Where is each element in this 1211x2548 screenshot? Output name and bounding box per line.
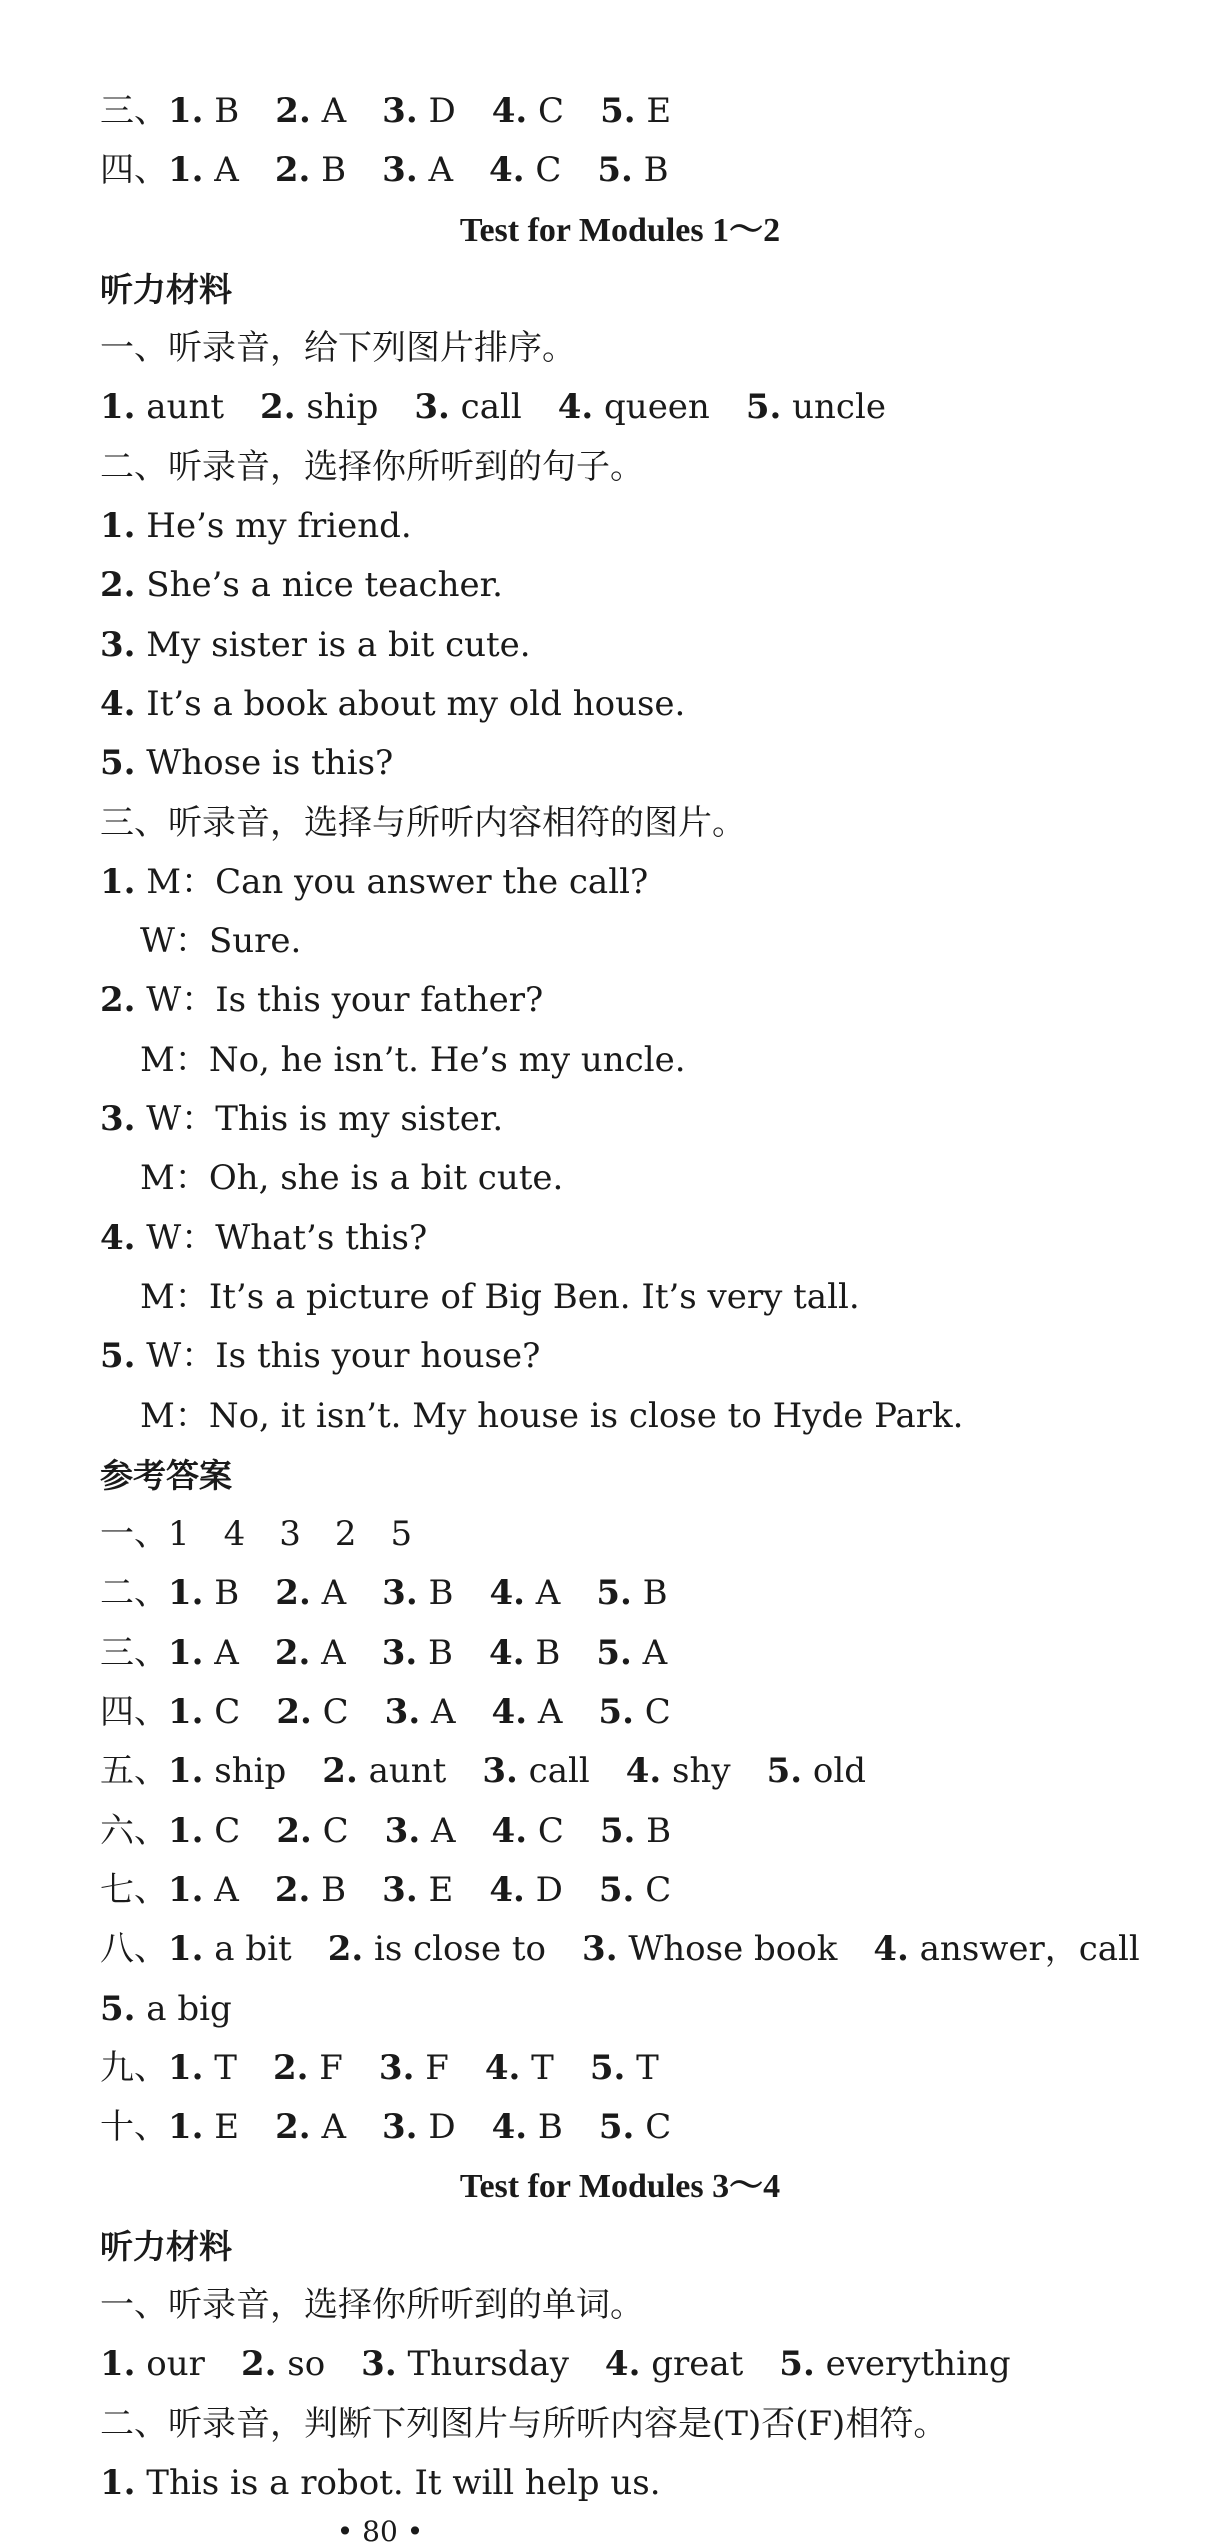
answer-item bbox=[873, 1920, 1139, 1979]
item-number: 1. bbox=[100, 2344, 136, 2385]
answer-value: E bbox=[203, 2107, 240, 2148]
answer-item bbox=[489, 1861, 563, 1920]
answer-value: A bbox=[524, 1573, 561, 1614]
answer-value: B bbox=[635, 1810, 672, 1851]
item-number: 3. bbox=[100, 624, 136, 665]
answer-item bbox=[275, 141, 346, 200]
item-number: 3. bbox=[381, 1632, 418, 1673]
answer-row bbox=[100, 1802, 1140, 1861]
item-number: 5. bbox=[598, 2107, 635, 2148]
answer-value: C bbox=[311, 1810, 349, 1851]
answer-item bbox=[485, 2039, 554, 2098]
answer-item bbox=[598, 1683, 670, 1742]
answer-item bbox=[100, 2335, 205, 2394]
item-number: 4. bbox=[625, 1751, 662, 1792]
answer-value: A bbox=[203, 1632, 239, 1673]
dialogue-line: M：Oh, she is a bit cute. bbox=[140, 1158, 564, 1199]
question-label: 三、 bbox=[100, 1632, 168, 1673]
item-number: 4. bbox=[489, 1869, 525, 1910]
answer-item bbox=[489, 1624, 560, 1683]
answer-item bbox=[276, 1802, 348, 1861]
item-number: 2. bbox=[260, 387, 296, 428]
question-label: 六、 bbox=[100, 1810, 168, 1851]
answer-item bbox=[100, 378, 224, 437]
answer-value: T bbox=[625, 2047, 659, 2088]
item-number: 3. bbox=[382, 91, 418, 131]
answer-value: call bbox=[517, 1751, 590, 1792]
answer-value: F bbox=[414, 2047, 449, 2088]
item-number: 3. bbox=[384, 1810, 421, 1851]
answer-item bbox=[273, 2039, 343, 2098]
test-heading: Test for Modules 1～2 bbox=[459, 211, 781, 249]
item-number: 1. bbox=[168, 1929, 204, 1970]
answer-item bbox=[596, 1564, 667, 1623]
question-label: 五、 bbox=[100, 1751, 168, 1792]
answer-value: E bbox=[635, 91, 672, 131]
answer-value: uncle bbox=[781, 387, 886, 428]
dialogue-line: M：No, he isn’t. He’s my uncle. bbox=[140, 1039, 686, 1080]
answer-value: C bbox=[527, 91, 565, 131]
dialogue-line: M：No, it isn’t. My house is close to Hyde Park. bbox=[140, 1395, 964, 1436]
item-number: 1. bbox=[168, 2047, 204, 2088]
answer-value: A bbox=[203, 150, 239, 191]
item-text: It’s a book about my old house. bbox=[135, 683, 686, 724]
item-number: 2. bbox=[275, 1573, 311, 1614]
answer-value: B bbox=[524, 1632, 561, 1673]
section-title: 参考答案 bbox=[100, 1455, 232, 1495]
item-number: 2. bbox=[273, 2047, 309, 2088]
answer-value: T bbox=[203, 2047, 237, 2088]
answer-item bbox=[260, 378, 378, 437]
item-number: 2. bbox=[275, 2107, 311, 2148]
item-text: She’s a nice teacher. bbox=[135, 565, 503, 606]
item-number: 3. bbox=[582, 1929, 618, 1970]
answer-item bbox=[168, 1802, 240, 1861]
answer-value: old bbox=[802, 1751, 867, 1792]
item-number: 3. bbox=[361, 2344, 397, 2385]
answer-item bbox=[599, 2098, 671, 2157]
item-number: 1. bbox=[168, 150, 204, 191]
answer-value: great bbox=[640, 2344, 744, 2385]
answer-value: aunt bbox=[357, 1751, 447, 1792]
item-number: 1. bbox=[168, 1810, 204, 1851]
item-number: 4. bbox=[100, 1217, 136, 1258]
instruction-line: 二、听录音，选择你所听到的句子。 bbox=[100, 446, 644, 487]
item-number: 3. bbox=[482, 1751, 518, 1792]
item-number: 4. bbox=[489, 1632, 525, 1673]
test-heading: Test for Modules 3～4 bbox=[459, 2168, 781, 2206]
item-number: 1. bbox=[168, 1632, 204, 1673]
item-number: 5. bbox=[589, 2047, 626, 2088]
question-label: 八、 bbox=[100, 1929, 168, 1970]
answer-value: E bbox=[417, 1869, 454, 1910]
answer-item bbox=[779, 2335, 1010, 2394]
answer-value: queen bbox=[593, 387, 710, 428]
item-number: 1. bbox=[100, 2462, 136, 2503]
section-title: 听力材料 bbox=[100, 2226, 232, 2266]
answer-item bbox=[382, 1861, 453, 1920]
answer-item bbox=[489, 1564, 560, 1623]
item-number: 1. bbox=[168, 1692, 204, 1733]
answer-row bbox=[100, 2039, 1140, 2098]
answer-row bbox=[100, 1742, 1140, 1801]
answer-value: D bbox=[417, 91, 456, 131]
item-text: a big bbox=[135, 1988, 232, 2029]
item-number: 5. bbox=[598, 1869, 635, 1910]
answer-value: C bbox=[527, 1810, 564, 1851]
answer-row bbox=[100, 1624, 1140, 1683]
answer-row bbox=[100, 141, 1140, 200]
answer-value: Whose book bbox=[617, 1929, 838, 1970]
answer-value: answer，call bbox=[908, 1929, 1140, 1970]
question-label: 十、 bbox=[100, 2107, 168, 2148]
item-text: Whose is this? bbox=[135, 743, 394, 784]
item-number: 4. bbox=[484, 2047, 521, 2088]
answer-value: A bbox=[310, 2107, 347, 2148]
answer-value: C bbox=[203, 1692, 241, 1733]
answer-item bbox=[600, 1802, 671, 1861]
item-number: 3. bbox=[414, 387, 450, 428]
answer-item bbox=[168, 1920, 292, 1979]
item-number: 5. bbox=[598, 1692, 634, 1733]
answer-value: C bbox=[634, 2107, 672, 2148]
section-title: 听力材料 bbox=[100, 269, 232, 309]
dialogue-line: M：It’s a picture of Big Ben. It’s very tall. bbox=[140, 1276, 860, 1317]
answer-item bbox=[558, 378, 710, 437]
answer-value: A bbox=[310, 1632, 346, 1673]
answer-item bbox=[275, 1861, 346, 1920]
answer-item bbox=[626, 1742, 731, 1801]
item-number: 1. bbox=[168, 1573, 204, 1614]
item-number: 3. bbox=[382, 2107, 418, 2148]
item-number: 1. bbox=[100, 506, 136, 547]
answer-value: F bbox=[308, 2047, 343, 2088]
numbered-line bbox=[100, 1090, 1140, 1149]
item-number: 2. bbox=[274, 1869, 311, 1910]
instruction-line: 二、听录音，判断下列图片与所听内容是(T)否(F)相符。 bbox=[100, 2403, 948, 2444]
answer-value: B bbox=[203, 1573, 240, 1614]
answer-item bbox=[382, 82, 456, 141]
item-number: 3. bbox=[382, 1869, 418, 1910]
numbered-line bbox=[100, 675, 1140, 734]
item-number: 4. bbox=[491, 1692, 528, 1733]
answer-value: B bbox=[632, 150, 669, 191]
answer-value: a bit bbox=[203, 1929, 292, 1970]
instruction-line: 一、1 4 3 2 5 bbox=[100, 1514, 413, 1555]
answer-item bbox=[605, 2335, 743, 2394]
answer-item bbox=[382, 141, 453, 200]
answer-value: is close to bbox=[363, 1929, 547, 1970]
answer-item bbox=[168, 141, 239, 200]
answer-row bbox=[100, 82, 1140, 141]
item-text: He’s my friend. bbox=[135, 506, 412, 547]
answer-value: A bbox=[310, 1573, 347, 1614]
answer-item bbox=[168, 1742, 286, 1801]
numbered-line bbox=[100, 556, 1140, 615]
answer-item bbox=[492, 1683, 563, 1742]
answer-item bbox=[492, 2098, 563, 2157]
answer-value: ship bbox=[295, 387, 379, 428]
answer-value: B bbox=[527, 2107, 563, 2148]
item-text: W：What’s this? bbox=[135, 1217, 428, 1258]
answer-value: C bbox=[634, 1869, 672, 1910]
item-number: 1. bbox=[100, 387, 136, 428]
answer-item bbox=[168, 1564, 239, 1623]
item-text: W：Is this your house? bbox=[135, 1336, 541, 1377]
item-number: 5. bbox=[100, 743, 136, 784]
answer-value: so bbox=[276, 2344, 326, 2385]
answer-item bbox=[328, 1920, 546, 1979]
item-number: 1. bbox=[168, 2107, 204, 2148]
item-number: 5. bbox=[596, 1573, 632, 1614]
answer-value: call bbox=[449, 387, 522, 428]
answer-item bbox=[492, 82, 564, 141]
item-number: 4. bbox=[100, 683, 136, 724]
item-number: 5. bbox=[100, 1988, 136, 2029]
item-number: 2. bbox=[275, 91, 311, 131]
numbered-line bbox=[100, 853, 1140, 912]
answer-value: shy bbox=[661, 1751, 731, 1792]
answer-item bbox=[322, 1742, 446, 1801]
item-number: 5. bbox=[597, 150, 633, 191]
answer-row bbox=[100, 1683, 1140, 1742]
answer-value: our bbox=[135, 2344, 205, 2385]
answer-key-page bbox=[100, 82, 1140, 2513]
answer-value: A bbox=[420, 1810, 456, 1851]
item-number: 4. bbox=[557, 387, 594, 428]
item-number: 3. bbox=[384, 1692, 421, 1733]
dialogue-line: W：Sure. bbox=[140, 921, 302, 962]
item-number: 4. bbox=[491, 2107, 528, 2148]
answer-value: C bbox=[311, 1692, 349, 1733]
answer-item bbox=[767, 1742, 866, 1801]
item-number: 4. bbox=[489, 1573, 525, 1614]
item-number: 2. bbox=[100, 565, 136, 606]
answer-item bbox=[168, 1683, 240, 1742]
answer-value: A bbox=[631, 1632, 668, 1673]
answer-item bbox=[492, 1802, 564, 1861]
item-text: M：Can you answer the call? bbox=[135, 861, 649, 902]
answer-row bbox=[100, 2098, 1140, 2157]
answer-value: C bbox=[633, 1692, 671, 1733]
item-number: 5. bbox=[779, 2344, 815, 2385]
answer-value: aunt bbox=[135, 387, 225, 428]
answer-item bbox=[275, 2098, 346, 2157]
item-text: W：Is this your father? bbox=[135, 980, 544, 1021]
answer-value: B bbox=[310, 1869, 347, 1910]
item-number: 2. bbox=[322, 1751, 358, 1792]
answer-item bbox=[241, 2335, 325, 2394]
answer-value: B bbox=[417, 1573, 454, 1614]
item-number: 4. bbox=[873, 1929, 909, 1970]
numbered-line bbox=[100, 616, 1140, 675]
answer-item bbox=[276, 1683, 348, 1742]
item-number: 4. bbox=[491, 91, 528, 131]
item-number: 3. bbox=[100, 1099, 136, 1140]
item-number: 2. bbox=[100, 980, 136, 1021]
answer-item bbox=[596, 1624, 667, 1683]
numbered-line bbox=[100, 1980, 1140, 2039]
answer-item bbox=[597, 141, 668, 200]
answer-item bbox=[379, 2039, 449, 2098]
answer-value: C bbox=[203, 1810, 241, 1851]
numbered-line bbox=[100, 1327, 1140, 1386]
item-number: 4. bbox=[491, 1810, 528, 1851]
instruction-line: 一、听录音，给下列图片排序。 bbox=[100, 328, 576, 369]
item-number: 5. bbox=[100, 1336, 136, 1377]
item-number: 2. bbox=[276, 1810, 312, 1851]
item-number: 5. bbox=[600, 91, 636, 131]
item-number: 3. bbox=[382, 1573, 418, 1614]
answer-item bbox=[414, 378, 521, 437]
item-number: 2. bbox=[276, 1692, 312, 1733]
question-label: 九、 bbox=[100, 2047, 168, 2088]
answer-item bbox=[382, 1624, 453, 1683]
instruction-line: 三、听录音，选择与所听内容相符的图片。 bbox=[100, 802, 746, 843]
answer-item bbox=[385, 1683, 456, 1742]
answer-value: ship bbox=[203, 1751, 287, 1792]
question-label: 七、 bbox=[100, 1869, 168, 1910]
question-label: 四、 bbox=[100, 150, 168, 191]
numbered-line bbox=[100, 2454, 1140, 2513]
numbered-line bbox=[100, 497, 1140, 556]
item-number: 1. bbox=[168, 1751, 204, 1792]
item-number: 1. bbox=[168, 1869, 204, 1910]
page-number: • 80 • bbox=[336, 2515, 424, 2548]
item-number: 5. bbox=[766, 1751, 803, 1792]
item-number: 4. bbox=[604, 2344, 641, 2385]
answer-value: A bbox=[420, 1692, 456, 1733]
answer-value: C bbox=[524, 150, 562, 191]
answer-row bbox=[100, 1861, 1140, 1920]
item-number: 1. bbox=[168, 91, 204, 131]
answer-value: D bbox=[417, 2107, 456, 2148]
answer-value: A bbox=[527, 1692, 563, 1733]
answer-value: A bbox=[203, 1869, 239, 1910]
item-text: My sister is a bit cute. bbox=[135, 624, 531, 665]
question-label: 四、 bbox=[100, 1692, 168, 1733]
item-number: 5. bbox=[599, 1810, 636, 1851]
answer-value: B bbox=[310, 150, 347, 191]
item-number: 4. bbox=[489, 150, 525, 191]
item-number: 2. bbox=[274, 1632, 311, 1673]
instruction-line: 一、听录音，选择你所听到的单词。 bbox=[100, 2284, 644, 2325]
question-label: 三、 bbox=[100, 91, 168, 131]
question-label: 二、 bbox=[100, 1573, 168, 1614]
answer-item bbox=[599, 1861, 671, 1920]
item-number: 2. bbox=[327, 1929, 364, 1970]
answer-item bbox=[168, 82, 239, 141]
item-number: 2. bbox=[240, 2344, 277, 2385]
item-number: 3. bbox=[378, 2047, 415, 2088]
numbered-line bbox=[100, 971, 1140, 1030]
answer-value: T bbox=[520, 2047, 554, 2088]
answer-item bbox=[275, 1564, 346, 1623]
answer-item bbox=[582, 1920, 837, 1979]
answer-item bbox=[168, 1624, 239, 1683]
answer-item bbox=[168, 1861, 239, 1920]
item-number: 2. bbox=[274, 150, 311, 191]
answer-item bbox=[482, 1742, 589, 1801]
answer-row bbox=[100, 1920, 1140, 1979]
answer-value: everything bbox=[814, 2344, 1011, 2385]
item-text: W：This is my sister. bbox=[135, 1099, 504, 1140]
answer-item bbox=[275, 82, 346, 141]
answer-item bbox=[168, 2039, 237, 2098]
answer-item bbox=[590, 2039, 659, 2098]
answer-item bbox=[361, 2335, 569, 2394]
numbered-line bbox=[100, 1209, 1140, 1268]
answer-value: B bbox=[203, 91, 240, 131]
answer-row bbox=[100, 378, 1140, 437]
answer-row bbox=[100, 2335, 1140, 2394]
answer-value: A bbox=[310, 91, 347, 131]
answer-value: Thursday bbox=[396, 2344, 569, 2385]
answer-item bbox=[600, 82, 671, 141]
item-number: 5. bbox=[745, 387, 782, 428]
answer-item bbox=[275, 1624, 346, 1683]
item-number: 1. bbox=[100, 861, 136, 902]
answer-item bbox=[382, 1564, 453, 1623]
item-number: 5. bbox=[596, 1632, 632, 1673]
answer-item bbox=[385, 1802, 456, 1861]
item-number: 3. bbox=[382, 150, 418, 191]
answer-value: B bbox=[417, 1632, 454, 1673]
answer-value: A bbox=[417, 150, 454, 191]
answer-item bbox=[489, 141, 561, 200]
numbered-line bbox=[100, 734, 1140, 793]
answer-value: D bbox=[524, 1869, 563, 1910]
item-text: This is a robot. It will help us. bbox=[135, 2462, 661, 2503]
answer-item bbox=[382, 2098, 456, 2157]
answer-row bbox=[100, 1564, 1140, 1623]
answer-item bbox=[746, 378, 886, 437]
answer-value: B bbox=[631, 1573, 668, 1614]
answer-item bbox=[168, 2098, 239, 2157]
